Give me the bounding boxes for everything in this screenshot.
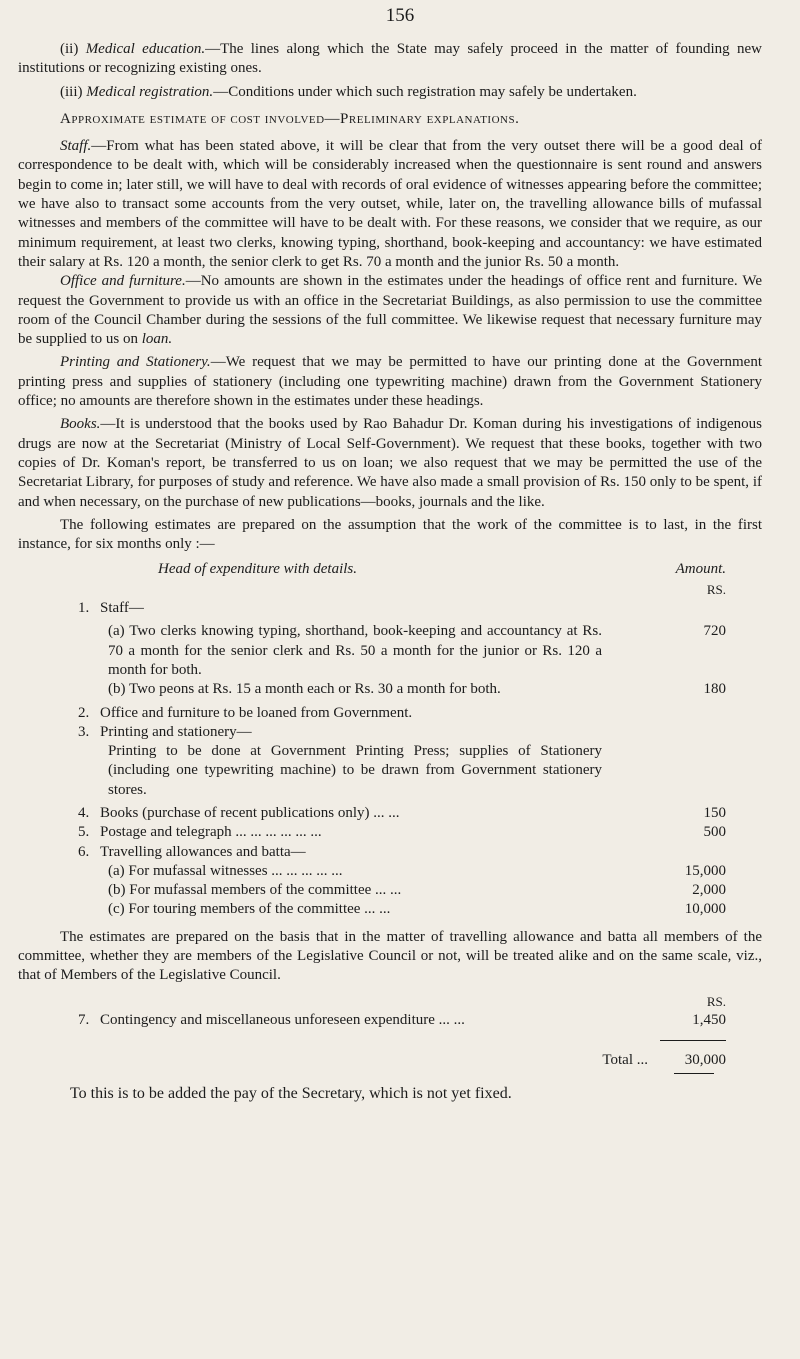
- printing-heading: Printing and Stationery.: [60, 354, 211, 371]
- books-heading: Books.: [60, 416, 101, 433]
- item-amount: 15,000: [684, 862, 726, 879]
- item-amount: 720: [703, 623, 726, 640]
- item-number: 5.: [78, 824, 90, 841]
- paragraph-medical-education: [18, 40, 762, 79]
- paragraph-books: [18, 415, 762, 511]
- table-row: [18, 843, 762, 862]
- table-row: [18, 742, 762, 800]
- currency-label: RS.: [706, 993, 726, 1009]
- item-number: 6.: [78, 843, 90, 860]
- office-tail: loan.: [141, 331, 173, 348]
- item-text: Office and furniture to be loaned from Government.: [100, 704, 413, 721]
- table-row: [18, 1011, 762, 1030]
- page-number: 156: [385, 5, 415, 26]
- currency-row: [18, 580, 762, 599]
- table-row: [18, 723, 762, 742]
- total-amount: 30,000: [684, 1052, 726, 1069]
- item-text: (a) For mufassal witnesses ... ... ... ... ...: [108, 862, 343, 879]
- office-heading: Office and furniture.: [60, 273, 186, 290]
- item-amount: 2,000: [692, 882, 726, 899]
- clause-heading: Medical registration.: [86, 83, 214, 100]
- item-amount: 500: [703, 824, 726, 841]
- item-text: (a) Two clerks knowing typing, shorthand, book-keeping and accountancy at Rs. 70 a month for the senior clerk and Rs. 50 a month for the junior or Rs. 120 a month for both.: [108, 623, 602, 678]
- section-heading: Approximate estimate of cost involved—Preliminary explanations.: [60, 110, 520, 127]
- books-text: —It is understood that the books used by Rao Bahadur Dr. Koman during his investigations of indigenous drugs are now at the Secretariat (Ministry of Local Self-Government). We request that these books, together with two copies of Dr. Koman's report, be transferred to us on loan; we also request that we may be permitted the use of the Secretariat Library, for purposes of study and reference. We have also made a small provision of Rs. 150 only to be spent, if and when necessary, on the purchase of new publications—books, journals and the like.: [18, 416, 762, 510]
- page-content: [18, 40, 762, 1103]
- paragraph-estimates-intro: The following estimates are prepared on the assumption that the work of the committee is to last, in the first instance, for six months only :—: [18, 516, 762, 553]
- item-amount: 150: [703, 804, 726, 821]
- item-number: 3.: [78, 723, 90, 740]
- item-title: Travelling allowances and batta—: [100, 843, 306, 860]
- paragraph-batta: The estimates are prepared on the basis that in the matter of travelling allowance and batta all members of the committee, whether they are members of the Legislative Council or not, will be treated alike and on the same scale, viz., that of Members of the Legislative Council.: [18, 928, 762, 984]
- printing-text: —We request that we may be permitted to have our printing done at the Government printing press and supplies of stationery (including one typewriting machine) drawn from the Government Stationery office; no amounts are therefore shown in the estimates under these headings.: [18, 354, 762, 410]
- item-title: Staff—: [100, 600, 144, 617]
- item-text: Books (purchase of recent publications only) ... ...: [100, 804, 400, 821]
- currency-row: [18, 992, 762, 1011]
- table-row: [18, 823, 762, 842]
- footnote: To this is to be added the pay of the Secretary, which is not yet fixed.: [70, 1084, 512, 1102]
- item-text: (b) For mufassal members of the committee ... ...: [108, 882, 402, 899]
- clause-label: (iii): [60, 83, 87, 100]
- paragraph-medical-registration: [18, 83, 762, 102]
- table-row: [18, 804, 762, 823]
- item-amount: 10,000: [684, 901, 726, 918]
- total-underline: [674, 1073, 714, 1074]
- paragraph-office: [18, 272, 762, 349]
- table-row: [18, 680, 762, 699]
- amount-label: Amount.: [675, 561, 726, 578]
- item-text: Contingency and miscellaneous unforeseen expenditure ... ...: [100, 1011, 465, 1028]
- paragraph-staff: [18, 137, 762, 272]
- item-text: Printing to be done at Government Printing Press; supplies of Stationery (including one typewriting machine) to be drawn from Government stationery stores.: [108, 743, 602, 798]
- item-text: (b) Two peons at Rs. 15 a month each or Rs. 30 a month for both.: [108, 681, 501, 698]
- clause-heading: Medical education.: [85, 41, 206, 57]
- item-number: 7.: [78, 1011, 90, 1028]
- staff-heading: Staff.: [60, 138, 92, 155]
- office-text: —No amounts are shown in the estimates under the headings of office rent and furniture. We request the Government to provide us with an office in the Secretariat Buildings, as also permission to use the committee room of the Council Chamber during the sessions of the full committee. We likewise request that necessary furniture may be supplied to us on: [18, 273, 762, 348]
- table-row: [18, 862, 762, 881]
- estimate-table-header: [18, 560, 762, 579]
- item-number: 4.: [78, 804, 90, 821]
- table-row: [18, 599, 762, 618]
- table-row: [18, 881, 762, 900]
- clause-text: —Conditions under which such registration may safely be undertaken.: [213, 83, 637, 100]
- sum-rule: [660, 1040, 726, 1041]
- item-title: Printing and stationery—: [100, 723, 252, 740]
- item-amount: 180: [703, 681, 726, 698]
- item-number: 1.: [78, 600, 90, 617]
- total-label: Total ...: [602, 1052, 648, 1069]
- table-row: [18, 900, 762, 919]
- item-text: Postage and telegraph ... ... ... ... ... ...: [100, 824, 322, 841]
- paragraph-printing: [18, 353, 762, 411]
- staff-text: —From what has been stated above, it will be clear that from the very outset there will be a good deal of correspondence to be dealt with, which will be considerably increased when the questionnaire is sent round and answers begin to come in; later still, we will have to deal with records of oral evidence of witnesses appearing before the committee; we have also to transact some accounts from the very outset, while, later on, the travelling allowance bills of mufassal witnesses and members of the committee will have to be dealt with. For these reasons, we consider that we require, as our minimum requirement, at least two clerks, knowing typing, shorthand, book-keeping and accountancy: we have estimated their salary at Rs. 120 a month, the senior clerk to get Rs. 70 a month and the junior Rs. 50 a month.: [18, 138, 762, 270]
- total-row: [18, 1051, 762, 1070]
- item-number: 2.: [78, 704, 90, 721]
- clause-label: (ii): [60, 41, 86, 57]
- table-row: [18, 622, 762, 680]
- table-row: [18, 704, 762, 723]
- item-amount: 1,450: [692, 1011, 726, 1028]
- head-label: Head of expenditure with details.: [158, 561, 357, 578]
- item-text: (c) For touring members of the committee ... ...: [108, 901, 391, 918]
- currency-label: RS.: [706, 581, 726, 597]
- clause-text: —The lines along which the State may safely proceed in the matter of founding new institutions or recognizing existing ones.: [18, 41, 763, 77]
